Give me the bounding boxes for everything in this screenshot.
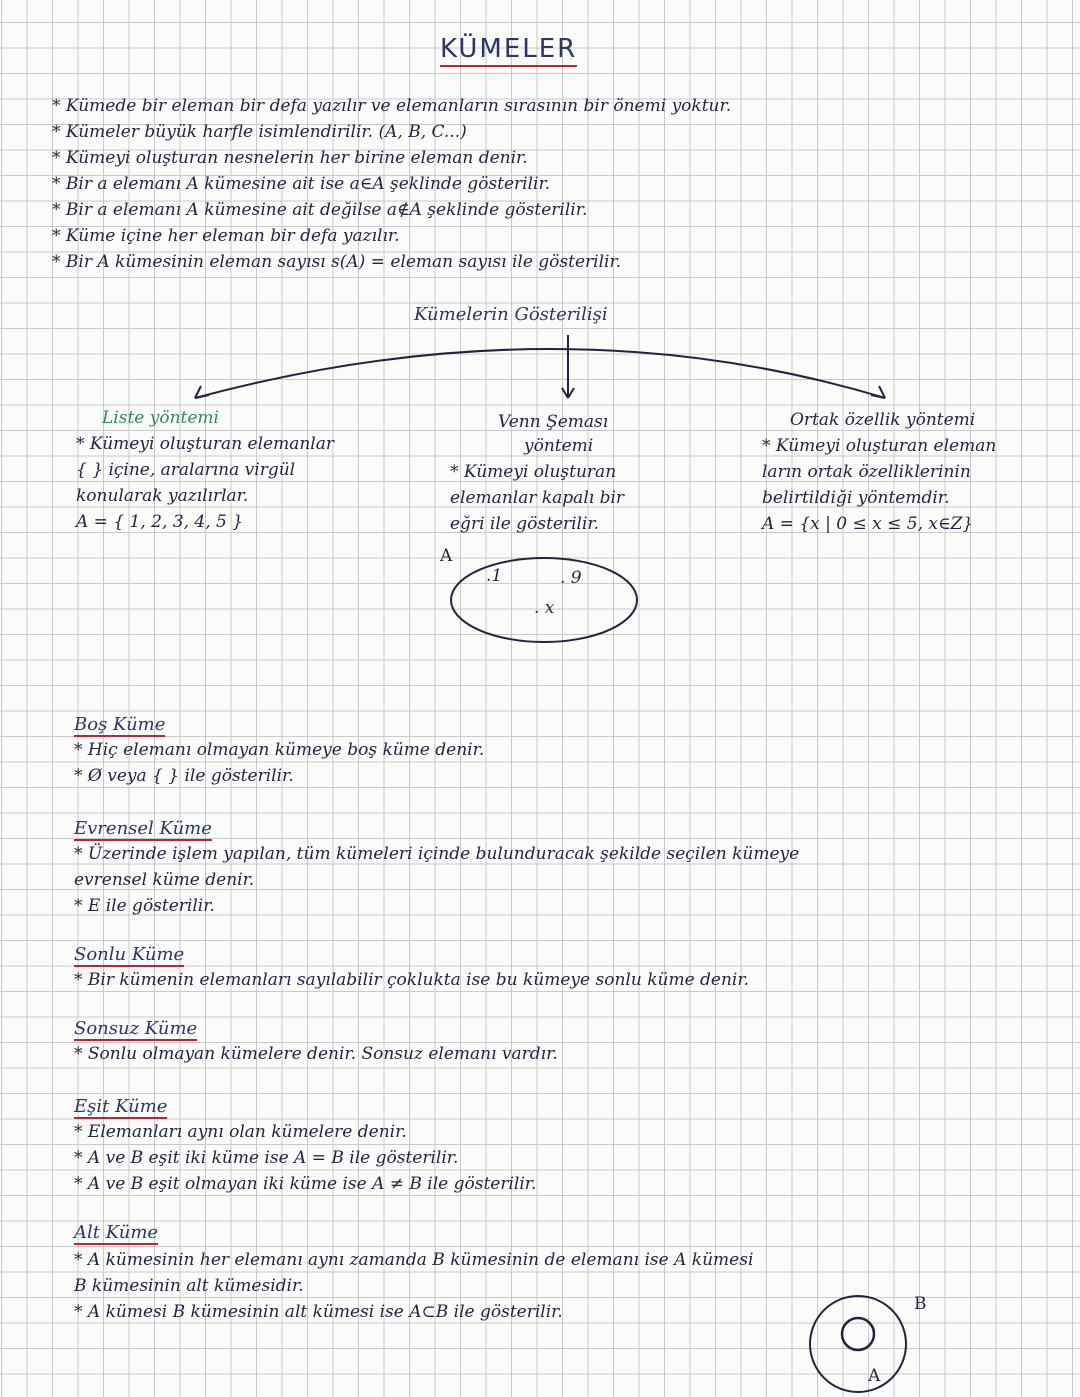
property-method-line-3: belirtildiği yöntemdir. [762, 488, 950, 508]
venn-element-9: . 9 [560, 568, 582, 588]
subset-heading: Alt Küme [74, 1222, 159, 1243]
venn-method-title-2: yöntemi [524, 436, 594, 456]
intro-line-5: * Bir a elemanı A kümesine ait değilse a∉A şeklinde gösterilir. [52, 200, 588, 220]
venn-method-line-1: * Kümeyi oluşturan [450, 462, 617, 482]
venn-element-x: . x [534, 598, 555, 618]
venn-method-line-3: eğri ile gösterilir. [450, 514, 600, 534]
property-method-title: Ortak özellik yöntemi [790, 410, 976, 430]
subset-line-3: * A kümesi B kümesinin alt kümesi ise A⊂B ile gösterilir. [74, 1302, 563, 1322]
venn-set-label: A [440, 546, 453, 566]
empty-set-heading: Boş Küme [74, 714, 166, 735]
universal-set-heading: Evrensel Küme [74, 818, 212, 839]
page-title: KÜMELER [440, 34, 578, 64]
infinite-set-heading: Sonsuz Küme [74, 1018, 198, 1039]
intro-line-7: * Bir A kümesinin eleman sayısı s(A) = eleman sayısı ile gösterilir. [52, 252, 622, 272]
list-method-line-2: { } içine, aralarına virgül [76, 460, 296, 480]
subset-line-2: B kümesinin alt kümesidir. [74, 1276, 304, 1296]
list-method-line-3: konularak yazılırlar. [76, 486, 249, 506]
equal-set-line-2: * A ve B eşit iki küme ise A = B ile gösterilir. [74, 1148, 459, 1168]
subset-line-1: * A kümesinin her elemanı aynı zamanda B kümesinin de elemanı ise A kümesi [74, 1250, 754, 1270]
intro-line-6: * Küme içine her eleman bir defa yazılır. [52, 226, 400, 246]
subset-outer-label: B [914, 1294, 927, 1314]
property-method-line-1: * Kümeyi oluşturan eleman [762, 436, 997, 456]
finite-set-line-1: * Bir kümenin elemanları sayılabilir çoklukta ise bu kümeye sonlu küme denir. [74, 970, 750, 990]
property-method-example: A = {x | 0 ≤ x ≤ 5, x∈Z} [762, 514, 974, 534]
methods-heading: Kümelerin Gösterilişi [414, 304, 608, 325]
venn-method-title: Venn Şeması [498, 412, 609, 432]
intro-line-3: * Kümeyi oluşturan nesnelerin her birine eleman denir. [52, 148, 528, 168]
list-method-title: Liste yöntemi [102, 408, 219, 428]
subset-inner-label: A [868, 1366, 881, 1386]
empty-set-line-1: * Hiç elemanı olmayan kümeye boş küme denir. [74, 740, 485, 760]
universal-set-line-3: * E ile gösterilir. [74, 896, 215, 916]
finite-set-heading: Sonlu Küme [74, 944, 185, 965]
equal-set-line-1: * Elemanları aynı olan kümelere denir. [74, 1122, 407, 1142]
venn-method-line-2: elemanlar kapalı bir [450, 488, 625, 508]
universal-set-line-1: * Üzerinde işlem yapılan, tüm kümeleri içinde bulunduracak şekilde seçilen kümeye [74, 844, 800, 864]
intro-line-2: * Kümeler büyük harfle isimlendirilir. (A, B, C...) [52, 122, 467, 142]
property-method-line-2: ların ortak özelliklerinin [762, 462, 971, 482]
equal-set-line-3: * A ve B eşit olmayan iki küme ise A ≠ B ile gösterilir. [74, 1174, 537, 1194]
venn-element-1: .1 [486, 566, 503, 586]
intro-line-1: * Kümede bir eleman bir defa yazılır ve elemanların sırasının bir önemi yoktur. [52, 96, 732, 116]
list-method-example: A = { 1, 2, 3, 4, 5 } [76, 512, 244, 532]
infinite-set-line-1: * Sonlu olmayan kümelere denir. Sonsuz elemanı vardır. [74, 1044, 558, 1064]
universal-set-line-2: evrensel küme denir. [74, 870, 255, 890]
list-method-line-1: * Kümeyi oluşturan elemanlar [76, 434, 335, 454]
intro-line-4: * Bir a elemanı A kümesine ait ise a∈A şeklinde gösterilir. [52, 174, 551, 194]
equal-set-heading: Eşit Küme [74, 1096, 168, 1117]
empty-set-line-2: * Ø veya { } ile gösterilir. [74, 766, 294, 786]
